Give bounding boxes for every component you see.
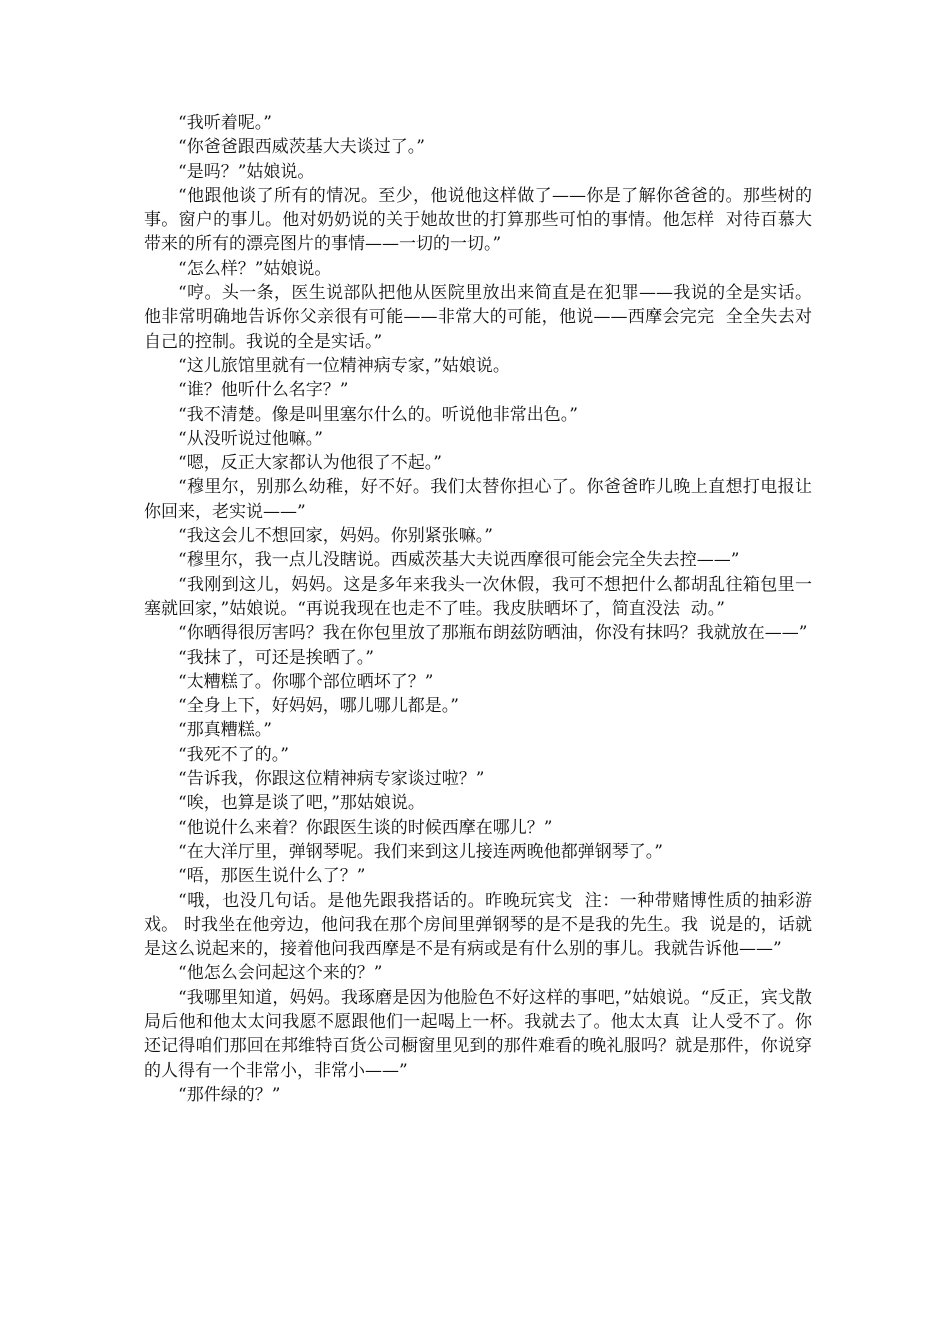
paragraph: “他怎么会问起这个来的？”: [178, 963, 383, 984]
paragraph: “告诉我，你跟这位精神病专家谈过啦？”: [178, 769, 485, 790]
paragraph: “他说什么来着？你跟医生谈的时候西摩在哪儿？”: [178, 817, 553, 838]
paragraph: “你爸爸跟西威茨基大夫谈过了。”: [178, 137, 425, 158]
paragraph: “在大洋厅里，弹钢琴呢。我们来到这儿接连两晚他都弹钢琴了。”: [178, 841, 663, 862]
document-page: [144, 111, 812, 1107]
paragraph: “我哪里知道，妈妈。我琢磨是因为他脸色不好这样的事吧，”姑娘说。“反正，宾戈散局后他和他太太问我愿不愿跟他们一起喝上一杯。我就去了。他太太真 让人受不了。你还记得咱们那回在邦维特百货公司橱窗里见到的那件难看的晚礼服吗？就是那件，你说穿的人得有一个非常小，非常小——”: [144, 987, 812, 1081]
paragraph: “我不清楚。像是叫里塞尔什么的。听说他非常出色。”: [178, 404, 578, 425]
paragraph: “从没听说过他嘛。”: [178, 428, 323, 449]
paragraph: “谁？他听什么名字？”: [178, 380, 349, 401]
paragraph: “我听着呢。”: [178, 113, 272, 133]
paragraph: “太糟糕了。你哪个部位晒坏了？”: [178, 671, 434, 692]
paragraph: “我抹了，可还是挨晒了。”: [178, 647, 374, 668]
paragraph: “唔，那医生说什么了？”: [178, 866, 366, 887]
paragraph: “嗯，反正大家都认为他很了不起。”: [178, 453, 442, 474]
paragraph: “我这会儿不想回家，妈妈。你别紧张嘛。”: [178, 526, 493, 547]
paragraph: “他跟他谈了所有的情况。至少，他说他这样做了——你是了解你爸爸的。那些树的事。窗户的事儿。他对奶奶说的关于她故世的打算那些可怕的事情。他怎样 对待百慕大带来的所有的漂亮图片的事情——一切的一切。”: [144, 185, 812, 255]
paragraph: “那件绿的？”: [178, 1084, 281, 1105]
paragraph: “是吗？”姑娘说。: [178, 161, 315, 182]
paragraph: “穆里尔，别那么幼稚，好不好。我们太替你担心了。你爸爸昨儿晚上直想打电报让你回来，老实说——”: [144, 477, 812, 522]
paragraph: “全身上下，好妈妈，哪儿哪儿都是。”: [178, 696, 459, 717]
paragraph: “你晒得很厉害吗？我在你包里放了那瓶布朗兹防晒油，你没有抹吗？我就放在——”: [178, 623, 808, 644]
paragraph: “哦，也没几句话。是他先跟我搭话的。昨晚玩宾戈 注：一种带赌博性质的抽彩游戏。 时我坐在他旁边，他问我在那个房间里弹钢琴的是不是我的先生。我 说是的，话就是这么说起来的，接着他问我西摩是不是有病或是有什么别的事儿。我就告诉他——”: [144, 890, 812, 960]
paragraph: “哼。头一条，医生说部队把他从医院里放出来简直是在犯罪——我说的全是实话。他非常明确地告诉你父亲很有可能——非常大的可能，他说——西摩会完完 全全失去对自己的控制。我说的全是实话。”: [144, 283, 812, 352]
paragraph: “穆里尔，我一点儿没瞎说。西威茨基大夫说西摩很可能会完全失去控——”: [178, 550, 740, 571]
paragraph: “怎么样？”姑娘说。: [178, 258, 332, 279]
paragraph: “我刚到这儿，妈妈。这是多年来我头一次休假，我可不想把什么都胡乱往箱包里一塞就回家，”姑娘说。“再说我现在也走不了哇。我皮肤晒坏了，简直没法 动。”: [144, 574, 812, 619]
paragraph: “这儿旅馆里就有一位精神病专家，”姑娘说。: [178, 355, 510, 376]
paragraph: “唉，也算是谈了吧，”那姑娘说。: [178, 793, 425, 814]
paragraph: “那真糟糕。”: [178, 720, 272, 741]
paragraph: “我死不了的。”: [178, 744, 289, 765]
